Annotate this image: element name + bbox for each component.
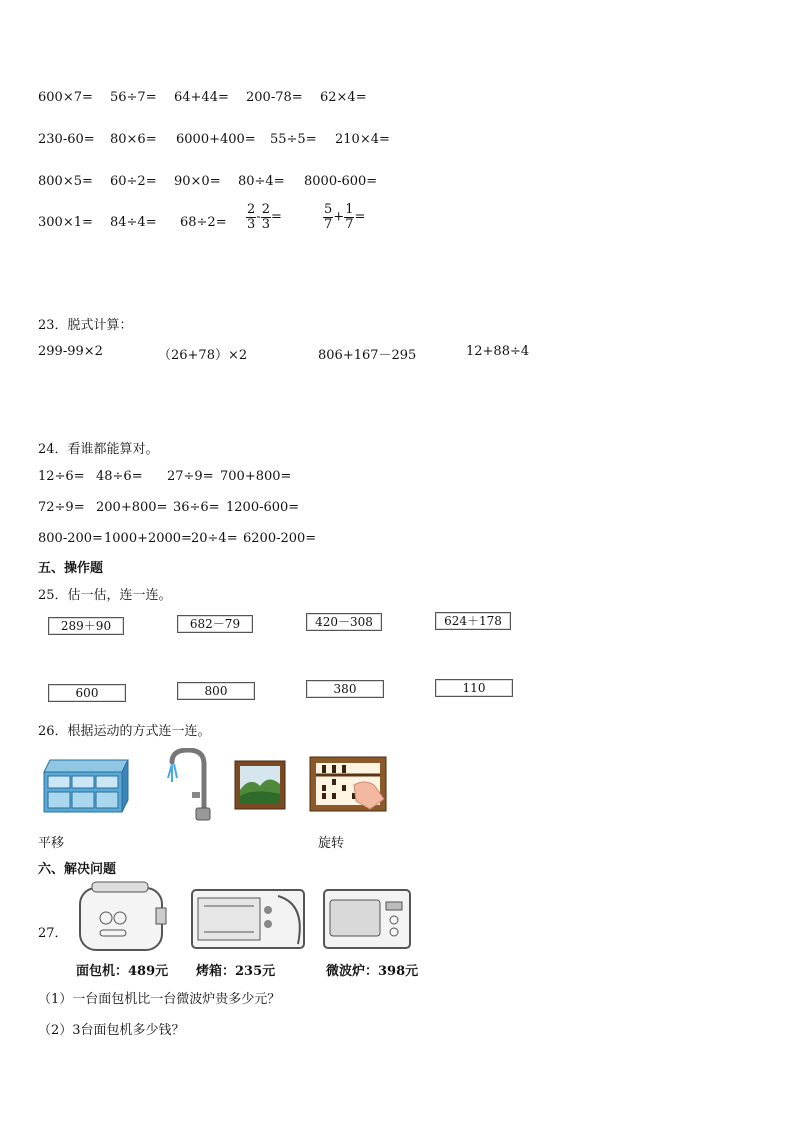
q24-item: 6200-200= (243, 531, 317, 546)
calc-item: 62×4= (320, 90, 367, 105)
calc-item: 90×0= (174, 174, 221, 189)
calc-item: 68÷2= (180, 215, 227, 230)
estimate-expression-box[interactable]: 420－308 (306, 613, 382, 631)
calc-item: 80÷4= (238, 174, 285, 189)
calc-item: 600×7= (38, 90, 93, 105)
section-title: 六、解决问题 (38, 862, 117, 877)
q24-item: 20÷4= (191, 531, 238, 546)
microwave-icon (320, 884, 414, 954)
q27-sub-question: （1）一台面包机比一台微波炉贵多少元？ (38, 992, 281, 1007)
calc-item: 230-60= (38, 132, 95, 147)
q24-item: 200+800= (96, 500, 168, 515)
q23-item: （26+78）×2 (158, 348, 248, 363)
calc-item: 800×5= (38, 174, 93, 189)
toaster-icon (76, 878, 170, 954)
q24-item: 72÷9= (38, 500, 85, 515)
estimate-expression-box[interactable]: 682－79 (177, 615, 253, 633)
rotation-label: 旋转 (318, 836, 345, 851)
microwave-caption: 微波炉：398元 (326, 964, 419, 979)
calc-item: 56÷7= (110, 90, 157, 105)
fraction-expression-b: $\frac{5}{7}$ + $\frac{1}{7}$ = (324, 202, 366, 232)
estimate-expression-box[interactable]: 624＋178 (435, 612, 511, 630)
calc-item: 210×4= (335, 132, 390, 147)
q23-item: 806+167－295 (318, 348, 417, 363)
calc-item: 80×6= (110, 132, 157, 147)
q26-title: 26．根据运动的方式连一连。 (38, 724, 211, 739)
abacus-icon[interactable] (308, 755, 388, 813)
estimate-result-box[interactable]: 600 (48, 684, 126, 702)
q24-item: 1000+2000= (104, 531, 192, 546)
q23-title: 23．脱式计算： (38, 318, 133, 333)
section-title: 五、操作题 (38, 561, 104, 576)
oven-icon (188, 884, 308, 954)
q24-item: 36÷6= (173, 500, 220, 515)
estimate-expression-box[interactable]: 289＋90 (48, 617, 124, 635)
calc-item: 300×1= (38, 215, 93, 230)
oven-caption: 烤箱：235元 (196, 964, 276, 979)
q24-item: 700+800= (220, 469, 292, 484)
calc-item: 55÷5= (270, 132, 317, 147)
drawer-cabinet-icon[interactable] (42, 758, 130, 814)
faucet-icon[interactable] (162, 748, 218, 822)
q24-title: 24．看谁都能算对。 (38, 442, 159, 457)
calc-item: 60÷2= (110, 174, 157, 189)
q25-title: 25．估一估，连一连。 (38, 588, 172, 603)
translation-label: 平移 (38, 836, 65, 851)
toaster-caption: 面包机：489元 (76, 964, 169, 979)
q27-number: 27． (38, 926, 68, 941)
q24-item: 12÷6= (38, 469, 85, 484)
estimate-result-box[interactable]: 110 (435, 679, 513, 697)
q24-item: 27÷9= (167, 469, 214, 484)
q23-item: 12+88÷4 (466, 344, 530, 359)
q24-item: 1200-600= (226, 500, 300, 515)
calc-item: 200-78= (246, 90, 303, 105)
estimate-result-box[interactable]: 380 (306, 680, 384, 698)
calc-item: 64+44= (174, 90, 229, 105)
calc-item: 6000+400= (176, 132, 256, 147)
calc-item: 84÷4= (110, 215, 157, 230)
estimate-result-box[interactable]: 800 (177, 682, 255, 700)
q23-item: 299-99×2 (38, 344, 103, 359)
calc-item: 8000-600= (304, 174, 378, 189)
q27-sub-question: （2）3台面包机多少钱？ (38, 1023, 185, 1038)
q24-item: 48÷6= (96, 469, 143, 484)
fraction-expression-a: $\frac{2}{3}$ - $\frac{2}{3}$ = (247, 202, 282, 232)
window-picture-icon[interactable] (234, 760, 286, 810)
q24-item: 800-200= (38, 531, 103, 546)
